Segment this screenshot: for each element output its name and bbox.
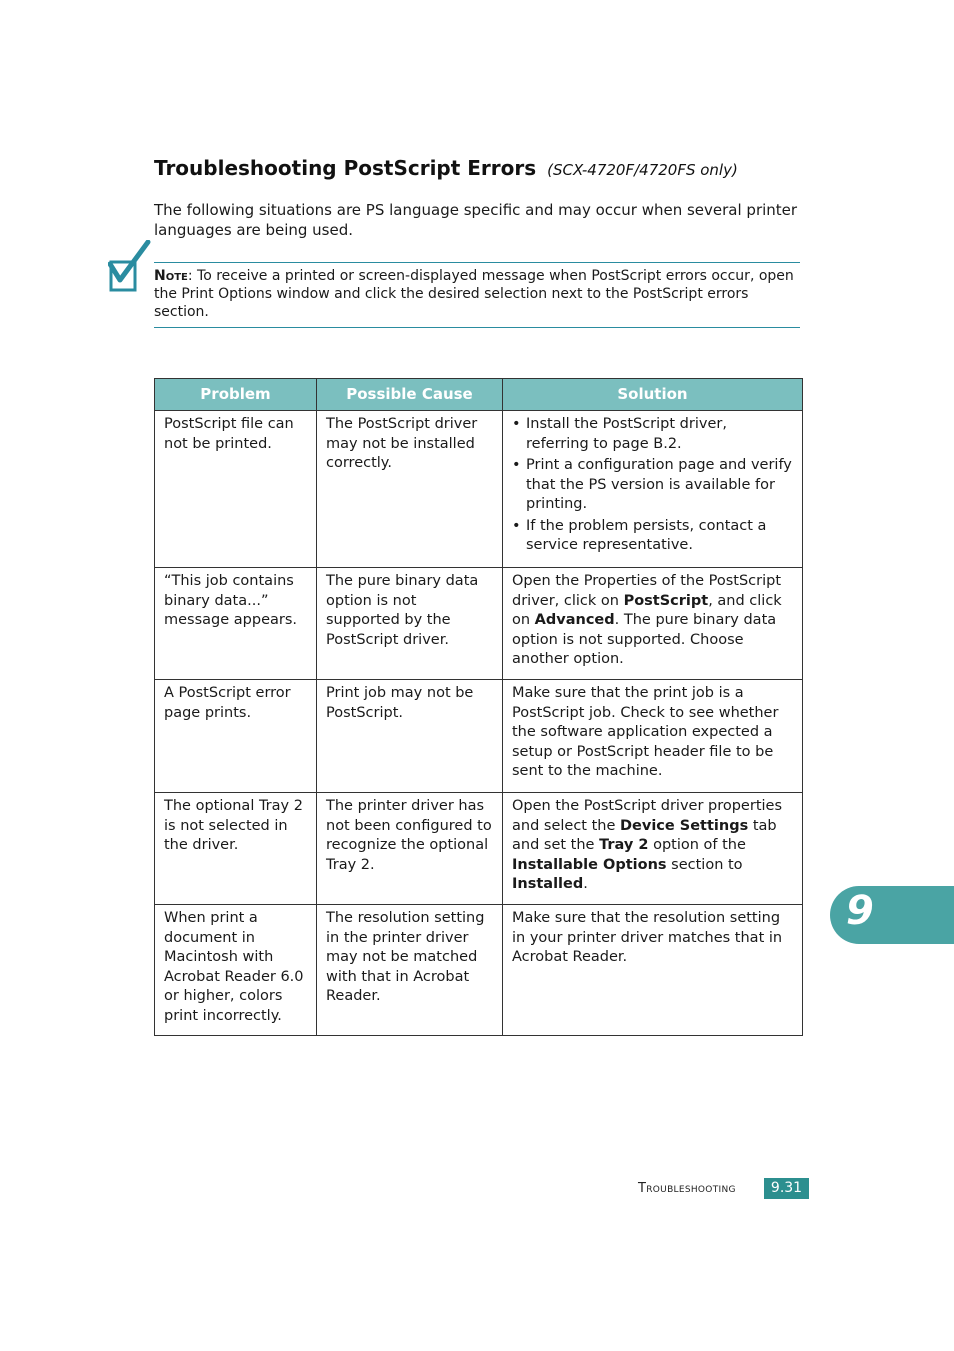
solution-cell [503, 411, 803, 568]
list-item: • If the problem persists, contact a service representative. [512, 517, 794, 556]
solution-text: tab and set the [512, 817, 777, 853]
header-possible-cause: Possible Cause [317, 379, 503, 411]
title-subtitle: (SCX-4720F/4720FS only) [547, 161, 738, 179]
solution-text: Open the PostScript driver properties and select the [512, 798, 783, 834]
note-text [154, 267, 800, 321]
cause-cell: Print job may not be PostScript. [317, 680, 503, 793]
table-header-row [155, 379, 803, 411]
cause-cell: The printer driver has not been configured to recognize the optional Tray 2. [317, 793, 503, 905]
solution-bold: Tray 2 [599, 837, 649, 853]
solution-cell: Make sure that the resolution setting in your printer driver matches that in Acrobat Reader. [503, 905, 803, 1036]
problem-cell: When print a document in Macintosh with Acrobat Reader 6.0 or higher, colors print incorrectly. [155, 905, 317, 1036]
header-solution: Solution [503, 379, 803, 411]
solution-bold: PostScript [623, 592, 709, 609]
solution-text: . The pure binary data option is not supported. Choose another option. [512, 612, 777, 667]
note-body: : To receive a printed or screen-displayed message when PostScript errors occur, open the Print Options window and click the desired selection next to the PostScript errors section. [154, 268, 794, 320]
page-title [154, 156, 834, 180]
solution-cell [503, 793, 803, 905]
cause-cell: The PostScript driver may not be installed correctly. [317, 411, 503, 568]
table-row [155, 411, 803, 568]
solution-text: , and click on [512, 592, 782, 628]
note-box [154, 262, 800, 328]
checkmark-note-icon [108, 240, 152, 292]
solution-text: section to [666, 856, 743, 873]
note-label: Note [154, 268, 188, 284]
intro-paragraph: The following situations are PS language specific and may occur when several printer languages are being used. [154, 201, 798, 239]
chapter-number: 9 [846, 888, 874, 934]
footer-section-label: Troubleshooting [638, 1181, 736, 1196]
solution-bold: Device Settings [620, 817, 749, 834]
title-main: Troubleshooting PostScript Errors [154, 156, 537, 180]
header-problem: Problem [155, 379, 317, 411]
troubleshooting-table [154, 378, 803, 1036]
solution-list [512, 415, 794, 556]
solution-text: option of the [648, 837, 746, 853]
table-row [155, 568, 803, 680]
problem-cell: PostScript file can not be printed. [155, 411, 317, 568]
footer-page-number: 9.31 [764, 1178, 809, 1199]
cause-cell: The pure binary data option is not supported by the PostScript driver. [317, 568, 503, 680]
solution-bold: Installable Options [512, 856, 667, 873]
problem-cell: A PostScript error page prints. [155, 680, 317, 793]
solution-text: Open the Properties of the PostScript driver, click on [512, 573, 782, 609]
solution-bold: Installed [512, 876, 584, 892]
table-row [155, 905, 803, 1036]
chapter-tab [830, 886, 954, 944]
table-row [155, 680, 803, 793]
solution-text: . [583, 876, 588, 892]
solution-bold: Advanced [534, 612, 615, 628]
list-item: • Install the PostScript driver, referring to page B.2. [512, 415, 794, 454]
table-row [155, 793, 803, 905]
list-item: • Print a configuration page and verify that the PS version is available for printing. [512, 456, 794, 515]
problem-cell: The optional Tray 2 is not selected in the driver. [155, 793, 317, 905]
solution-cell: Make sure that the print job is a PostScript job. Check to see whether the software application expected a setup or PostScript header file to be sent to the machine. [503, 680, 803, 793]
problem-cell: “This job contains binary data...” message appears. [155, 568, 317, 680]
solution-cell [503, 568, 803, 680]
cause-cell: The resolution setting in the printer driver may not be matched with that in Acrobat Reader. [317, 905, 503, 1036]
